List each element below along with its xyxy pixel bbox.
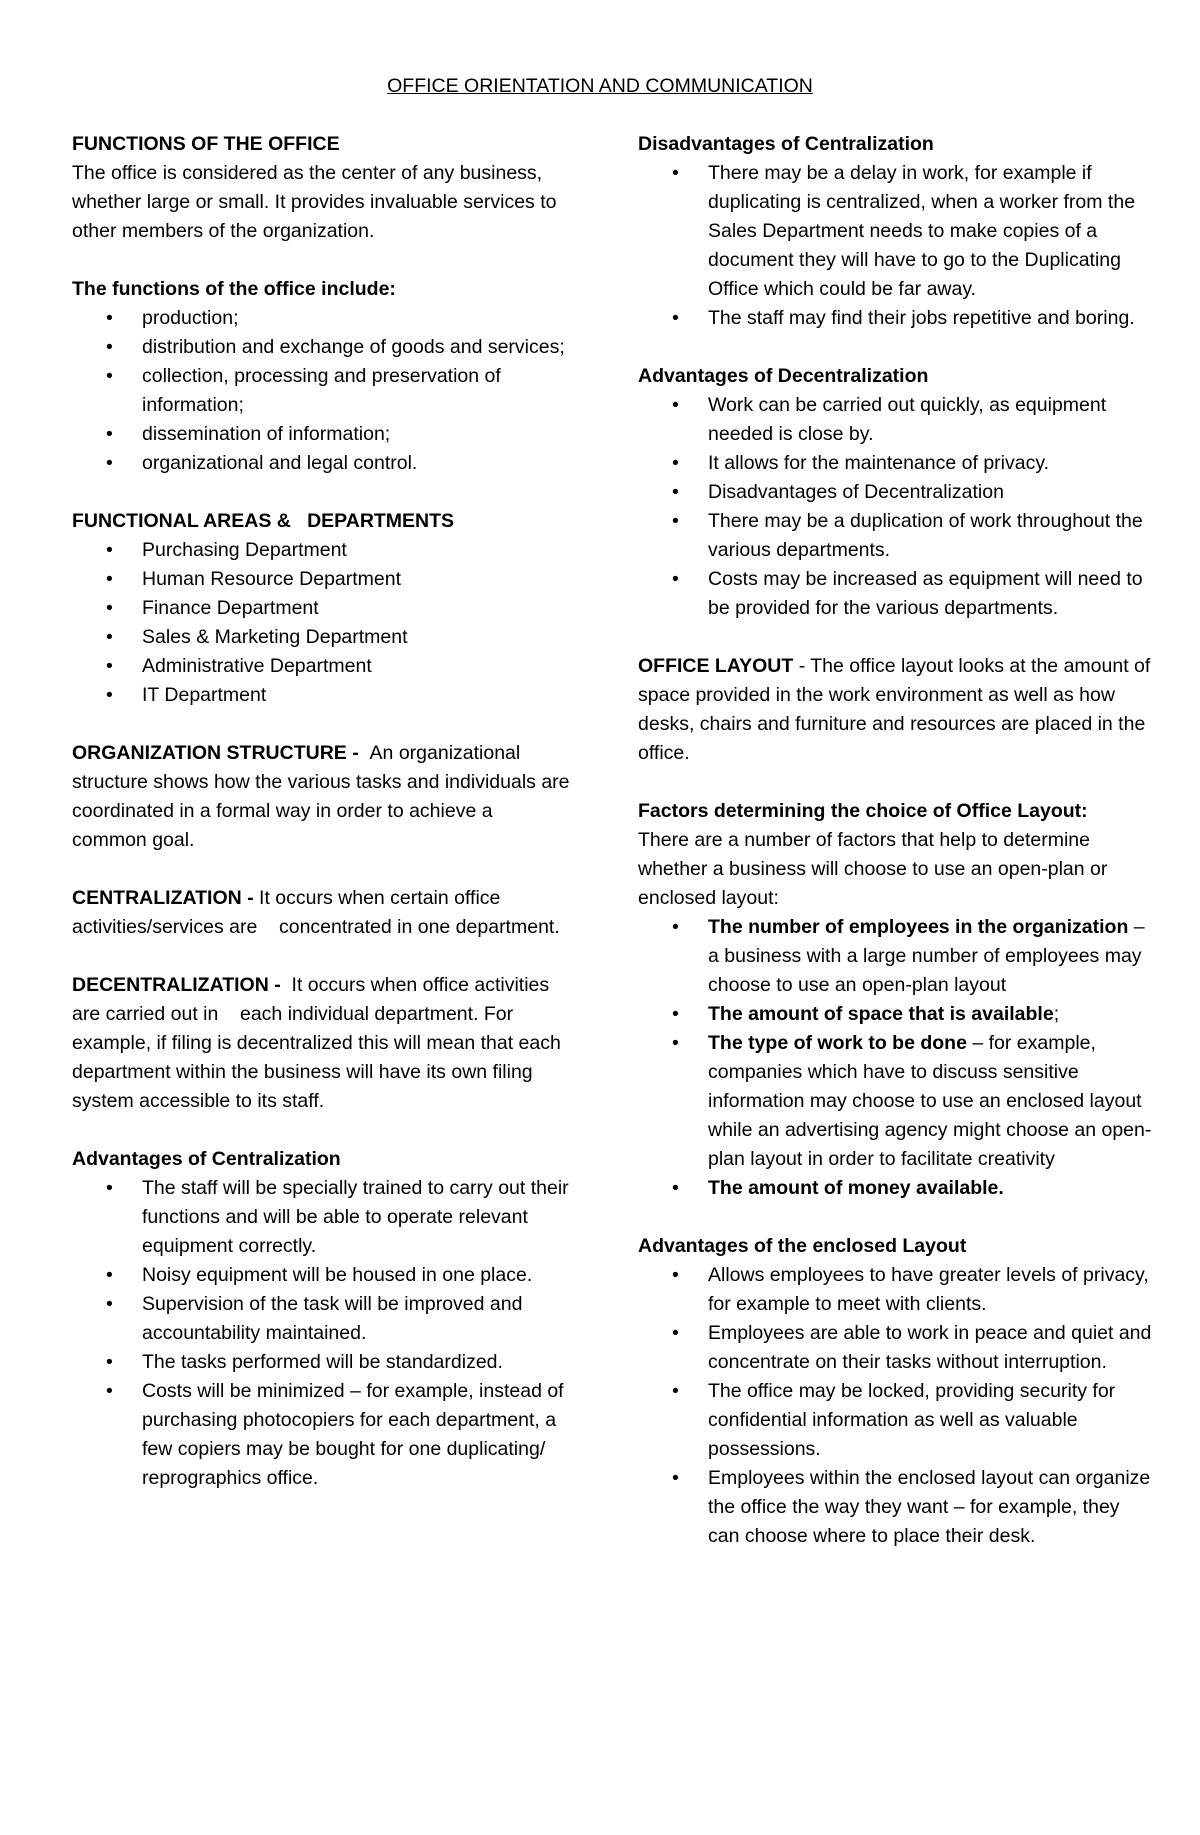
- functions-include-section: [72, 275, 572, 478]
- centralization-heading: CENTRALIZATION -: [72, 887, 254, 909]
- adv-enclosed-heading: Advantages of the enclosed Layout: [638, 1235, 967, 1257]
- adv-centralization-section: [72, 1145, 572, 1493]
- list-item: • Supervision of the task will be improved and accountability maintained.: [142, 1290, 572, 1348]
- disadv-centralization-heading: Disadvantages of Centralization: [638, 133, 934, 155]
- list-item: [708, 1000, 1153, 1029]
- list-item: • Human Resource Department: [142, 565, 572, 594]
- factors-heading: Factors determining the choice of Office Layout:: [638, 800, 1088, 822]
- office-layout-heading: OFFICE LAYOUT: [638, 655, 794, 677]
- functions-section: [72, 130, 572, 246]
- list-item: • Allows employees to have greater levels of privacy, for example to meet with clients.: [708, 1261, 1153, 1319]
- left-column: [72, 130, 572, 1522]
- office-layout-text: - The office layout looks at the amount of space provided in the work environment as well as how desks, chairs and furniture and resources are placed in the office.: [638, 655, 1151, 764]
- list-item: [708, 1174, 1153, 1203]
- list-item: • The staff may find their jobs repetitive and boring.: [708, 304, 1153, 333]
- adv-decentralization-heading: Advantages of Decentralization: [638, 365, 929, 387]
- factor-label: The amount of money available.: [708, 1177, 1004, 1199]
- adv-decentralization-list: [638, 391, 1153, 623]
- areas-heading: FUNCTIONAL AREAS & DEPARTMENTS: [72, 510, 455, 532]
- list-item: • Sales & Marketing Department: [142, 623, 572, 652]
- list-item: • organizational and legal control.: [142, 449, 572, 478]
- functions-list: [72, 304, 572, 478]
- office-layout-section: [638, 652, 1153, 768]
- list-item: • Costs will be minimized – for example, instead of purchasing photocopiers for each department, a few copiers may be bought for one duplicating/ reprographics office.: [142, 1377, 572, 1493]
- list-item: • Employees within the enclosed layout can organize the office the way they want – for example, they can choose where to place their desk.: [708, 1464, 1153, 1551]
- centralization-paragraph: [72, 884, 572, 942]
- adv-centralization-list: [72, 1174, 572, 1493]
- decentralization-paragraph: [72, 971, 572, 1116]
- factors-section: [638, 797, 1153, 1203]
- list-item: • Administrative Department: [142, 652, 572, 681]
- list-item: • The tasks performed will be standardized.: [142, 1348, 572, 1377]
- factor-label: The amount of space that is available: [708, 1003, 1054, 1025]
- functions-text: The office is considered as the center of any business, whether large or small. It provides invaluable services to other members of the organization.: [72, 162, 557, 242]
- office-layout-paragraph: [638, 652, 1153, 768]
- list-item: • The office may be locked, providing security for confidential information as well as valuable possessions.: [708, 1377, 1153, 1464]
- factor-description: ;: [1053, 1003, 1060, 1025]
- centralization-section: [72, 884, 572, 942]
- adv-enclosed-list: [638, 1261, 1153, 1551]
- list-item: • Disadvantages of Decentralization: [708, 478, 1153, 507]
- adv-enclosed-section: [638, 1232, 1153, 1551]
- factor-label: The number of employees in the organization: [708, 916, 1129, 938]
- decentralization-text: It occurs when office activities are carried out in each individual department. For example, if filing is decentralized this will mean that each department within the business will have its own filing system accessible to its staff.: [72, 974, 567, 1112]
- list-item: • Noisy equipment will be housed in one place.: [142, 1261, 572, 1290]
- list-item: • There may be a delay in work, for example if duplicating is centralized, when a worker from the Sales Department needs to make copies of a document they will have to go to the Duplicating Office which could be far away.: [708, 159, 1153, 304]
- list-item: [708, 1029, 1153, 1174]
- adv-centralization-heading: Advantages of Centralization: [72, 1148, 341, 1170]
- areas-section: [72, 507, 572, 710]
- list-item: • There may be a duplication of work throughout the various departments.: [708, 507, 1153, 565]
- list-item: • Finance Department: [142, 594, 572, 623]
- org-structure-paragraph: [72, 739, 572, 855]
- disadv-centralization-list: [638, 159, 1153, 333]
- functions-heading: FUNCTIONS OF THE OFFICE: [72, 133, 340, 155]
- list-item: • It allows for the maintenance of privacy.: [708, 449, 1153, 478]
- factor-description: – for example, companies which have to discuss sensitive information may choose to use an enclosed layout while an advertising agency might choose an open-plan layout in order to facilitate creativity: [708, 1032, 1152, 1170]
- list-item: • Costs may be increased as equipment will need to be provided for the various departments.: [708, 565, 1153, 623]
- list-item: • distribution and exchange of goods and services;: [142, 333, 572, 362]
- factor-description: – a business with a large number of employees may choose to use an open-plan layout: [708, 916, 1145, 996]
- factor-label: The type of work to be done: [708, 1032, 967, 1054]
- document-title: OFFICE ORIENTATION AND COMMUNICATION: [387, 75, 813, 97]
- list-item: • Purchasing Department: [142, 536, 572, 565]
- decentralization-heading: DECENTRALIZATION -: [72, 974, 281, 996]
- list-item: • production;: [142, 304, 572, 333]
- functions-include-heading: The functions of the office include:: [72, 278, 396, 300]
- list-item: • Work can be carried out quickly, as equipment needed is close by.: [708, 391, 1153, 449]
- right-column: [638, 130, 1153, 1580]
- disadv-centralization-section: [638, 130, 1153, 333]
- areas-list: [72, 536, 572, 710]
- list-item: • Employees are able to work in peace and quiet and concentrate on their tasks without interruption.: [708, 1319, 1153, 1377]
- list-item: • IT Department: [142, 681, 572, 710]
- adv-decentralization-section: [638, 362, 1153, 623]
- list-item: • collection, processing and preservation of information;: [142, 362, 572, 420]
- decentralization-section: [72, 971, 572, 1116]
- factors-text: There are a number of factors that help to determine whether a business will choose to use an open-plan or enclosed layout:: [638, 829, 1108, 909]
- factors-list: [638, 913, 1153, 1203]
- org-structure-section: [72, 739, 572, 855]
- list-item: • dissemination of information;: [142, 420, 572, 449]
- list-item: [708, 913, 1153, 1000]
- org-structure-text: An organizational structure shows how the various tasks and individuals are coordinated in a formal way in order to achieve a common goal.: [72, 742, 570, 851]
- list-item: • The staff will be specially trained to carry out their functions and will be able to operate relevant equipment correctly.: [142, 1174, 572, 1261]
- centralization-text: It occurs when certain office activities/services are concentrated in one department.: [72, 887, 560, 938]
- org-structure-heading: ORGANIZATION STRUCTURE -: [72, 742, 359, 764]
